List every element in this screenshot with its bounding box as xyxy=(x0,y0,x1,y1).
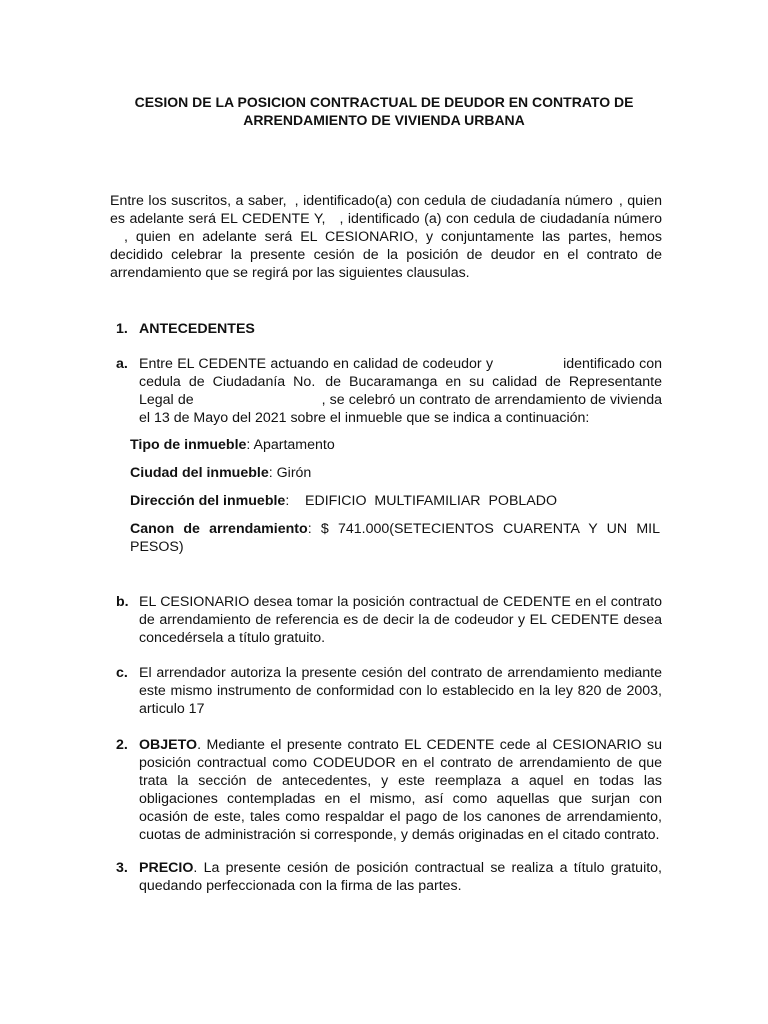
section-text: . La presente cesión de posición contractual se realiza a título gratuito, quedando perfeccionada con la firma de las partes. xyxy=(139,860,662,894)
section-precio xyxy=(110,859,662,895)
field-label: Ciudad del inmueble xyxy=(130,465,269,481)
item-text: El arrendador autoriza la presente cesión del contrato de arrendamiento mediante este mismo instrumento de conformidad con lo establecido en la ley 820 de 2003, articulo 17 xyxy=(139,665,662,717)
section-number: 2. xyxy=(116,737,128,753)
section-heading: ANTECEDENTES xyxy=(139,321,255,337)
title-line-2: ARRENDAMIENTO DE VIVIENDA URBANA xyxy=(243,112,525,128)
field-direccion-inmueble xyxy=(130,492,660,510)
field-canon-arrendamiento xyxy=(130,520,660,556)
intro-paragraph: Entre los suscritos, a saber, , identificado(a) con cedula de ciudadanía número , quien es adelante será EL CEDENTE Y, , identificado (a) con cedula de ciudadanía número, quien en adelante será EL CESIONARIO, y conjuntamente las partes, hemos decidido celebrar la presente cesión de la posición de deudor en el contrato de arrendamiento que se regirá por las siguientes clausulas. xyxy=(110,193,662,281)
field-value: : EDIFICIO MULTIFAMILIAR POBLADO xyxy=(285,493,558,509)
document-title xyxy=(110,93,658,129)
section-objeto xyxy=(110,736,662,844)
field-value: : Apartamento xyxy=(246,437,335,453)
section-number: 1. xyxy=(116,321,128,337)
title-line-1: CESION DE LA POSICION CONTRACTUAL DE DEUDOR EN CONTRATO DE xyxy=(134,94,634,110)
field-tipo-inmueble xyxy=(130,436,660,454)
field-value: : Girón xyxy=(268,465,312,481)
field-ciudad-inmueble xyxy=(130,464,660,482)
section-antecedentes-heading xyxy=(110,320,662,338)
field-label: Canon de arrendamiento xyxy=(130,521,308,537)
item-text: EL CESIONARIO desea tomar la posición contractual de CEDENTE en el contrato de arrendamiento de referencia es de decir la de codeudor y EL CEDENTE desea concedérsela a título gratuito. xyxy=(139,594,662,646)
field-label: Dirección del inmueble xyxy=(130,493,286,509)
item-a: a. Entre EL CEDENTE actuando en calidad de codeudor y identificado con cedula de Ciudadanía No. de Bucaramanga en su calidad de Representante Legal de , se celebró un contrato de arrendamiento de vivienda el 13 de Mayo del 2021 sobre el inmueble que se indica a continuación: xyxy=(116,356,663,426)
section-heading: OBJETO xyxy=(139,737,198,753)
item-marker: c. xyxy=(116,665,128,681)
field-value: : $ 741.000(SETECIENTOS CUARENTA Y UN MIL PESOS) xyxy=(130,521,660,555)
item-marker: b. xyxy=(116,594,129,610)
item-b xyxy=(110,593,662,647)
section-heading: PRECIO xyxy=(139,860,194,876)
field-label: Tipo de inmueble xyxy=(130,437,247,453)
item-marker: a. xyxy=(116,356,128,372)
item-c xyxy=(110,664,662,718)
section-number: 3. xyxy=(116,860,128,876)
section-text: . Mediante el presente contrato EL CEDENTE cede al CESIONARIO su posición contractual como CODEUDOR en el contrato de arrendamiento de que trata la sección de antecedentes, y este reemplaza a aquel en todas las obligaciones contempladas en el mismo, así como aquellas que surjan con ocasión de este, tales como respaldar el pago de los canones de arrendamiento, cuotas de administración si corresponde, y demás originadas en el citado contrato. xyxy=(139,737,662,843)
